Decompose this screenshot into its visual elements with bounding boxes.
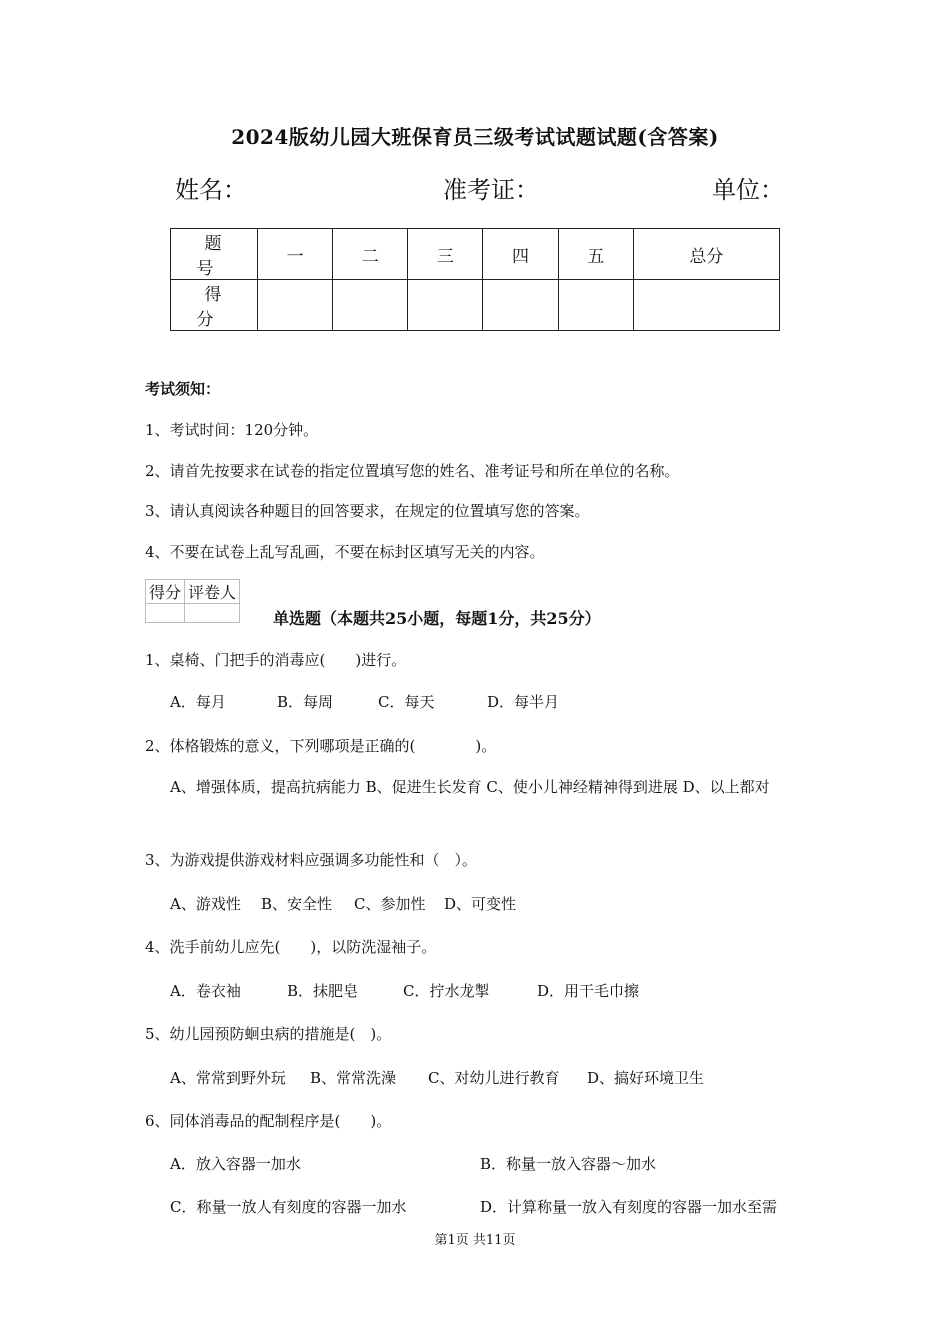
name-label: 姓名： [175,176,247,204]
score-cell-3 [408,280,483,331]
column-4: 四 [483,229,558,280]
score-cell-4 [483,280,558,331]
score-table-header-row [171,229,780,280]
notice-item: 4、不要在试卷上乱写乱画，不要在标封区填写无关的内容。 [145,543,545,561]
page-title: 2024版幼儿园大班保育员三级考试试题试题(含答案) [231,125,719,149]
grader-score-cell [146,604,185,623]
option: C．拧水龙掣 [403,982,490,1000]
option: B、安全性 [261,895,333,913]
page-footer: 第1页 共11页 [434,1233,516,1248]
option: B．称量一放入容器～加水 [480,1155,657,1173]
column-total: 总分 [633,229,779,280]
candidate-info-row [0,170,950,202]
score-cell-5 [558,280,633,331]
column-3: 三 [408,229,483,280]
option: A、常常到野外玩 [170,1069,286,1087]
option: D．用干毛巾擦 [537,982,640,1000]
notice-title: 考试须知： [145,380,221,398]
question-stem: 2、体格锻炼的意义，下列哪项是正确的( )。 [145,737,497,755]
column-5: 五 [558,229,633,280]
score-label: 得 分 [171,280,258,331]
score-cell-2 [333,280,408,331]
option: A．放入容器一加水 [170,1155,301,1173]
grader-box [145,579,240,623]
notice-item: 2、请首先按要求在试卷的指定位置填写您的姓名、准考证号和所在单位的名称。 [145,462,680,480]
option: A．每月 [170,693,226,711]
options-text: A、增强体质，提高抗病能力 B、促进生长发育 C、使小儿神经精神得到进展 D、以上都对 [170,778,770,796]
grader-name-label: 评卷人 [185,580,240,604]
score-table [170,228,780,331]
column-1: 一 [258,229,333,280]
question-stem: 1、桌椅、门把手的消毒应( )进行。 [145,651,407,669]
notice-item: 1、考试时间：120分钟。 [145,421,319,439]
option: C、对幼儿进行教育 [428,1069,560,1087]
unit-label: 单位： [712,176,784,204]
option: B．每周 [277,693,334,711]
score-table-score-row [171,280,780,331]
option: B．抹肥皂 [287,982,359,1000]
option: D、搞好环境卫生 [587,1069,705,1087]
option: B、常常洗澡 [310,1069,397,1087]
option: A、游戏性 [170,895,241,913]
option: A．卷衣袖 [170,982,241,1000]
question-stem: 4、洗手前幼儿应先( )，以防洗湿袖子。 [145,938,437,956]
grader-score-label: 得分 [146,580,185,604]
option: D．计算称量一放入有刻度的容器一加水至需 [480,1198,778,1216]
notice-item: 3、请认真阅读各种题目的回答要求，在规定的位置填写您的答案。 [145,502,590,520]
question-stem: 6、同体消毒品的配制程序是( )。 [145,1112,392,1130]
score-cell-total [633,280,779,331]
question-stem: 5、幼儿园预防蛔虫病的措施是( )。 [145,1025,392,1043]
grader-name-cell [185,604,240,623]
exam-id-label: 准考证： [443,176,539,204]
option: C、参加性 [354,895,426,913]
option: D、可变性 [444,895,517,913]
question-stem: 3、为游戏提供游戏材料应强调多功能性和（ ）。 [145,851,478,869]
option: C．每天 [378,693,435,711]
section-title: 单选题（本题共25小题，每题1分，共25分） [273,609,601,628]
column-2: 二 [333,229,408,280]
option: D．每半月 [487,693,560,711]
option: C．称量一放人有刻度的容器一加水 [170,1198,407,1216]
question-number-label: 题 号 [171,229,258,280]
